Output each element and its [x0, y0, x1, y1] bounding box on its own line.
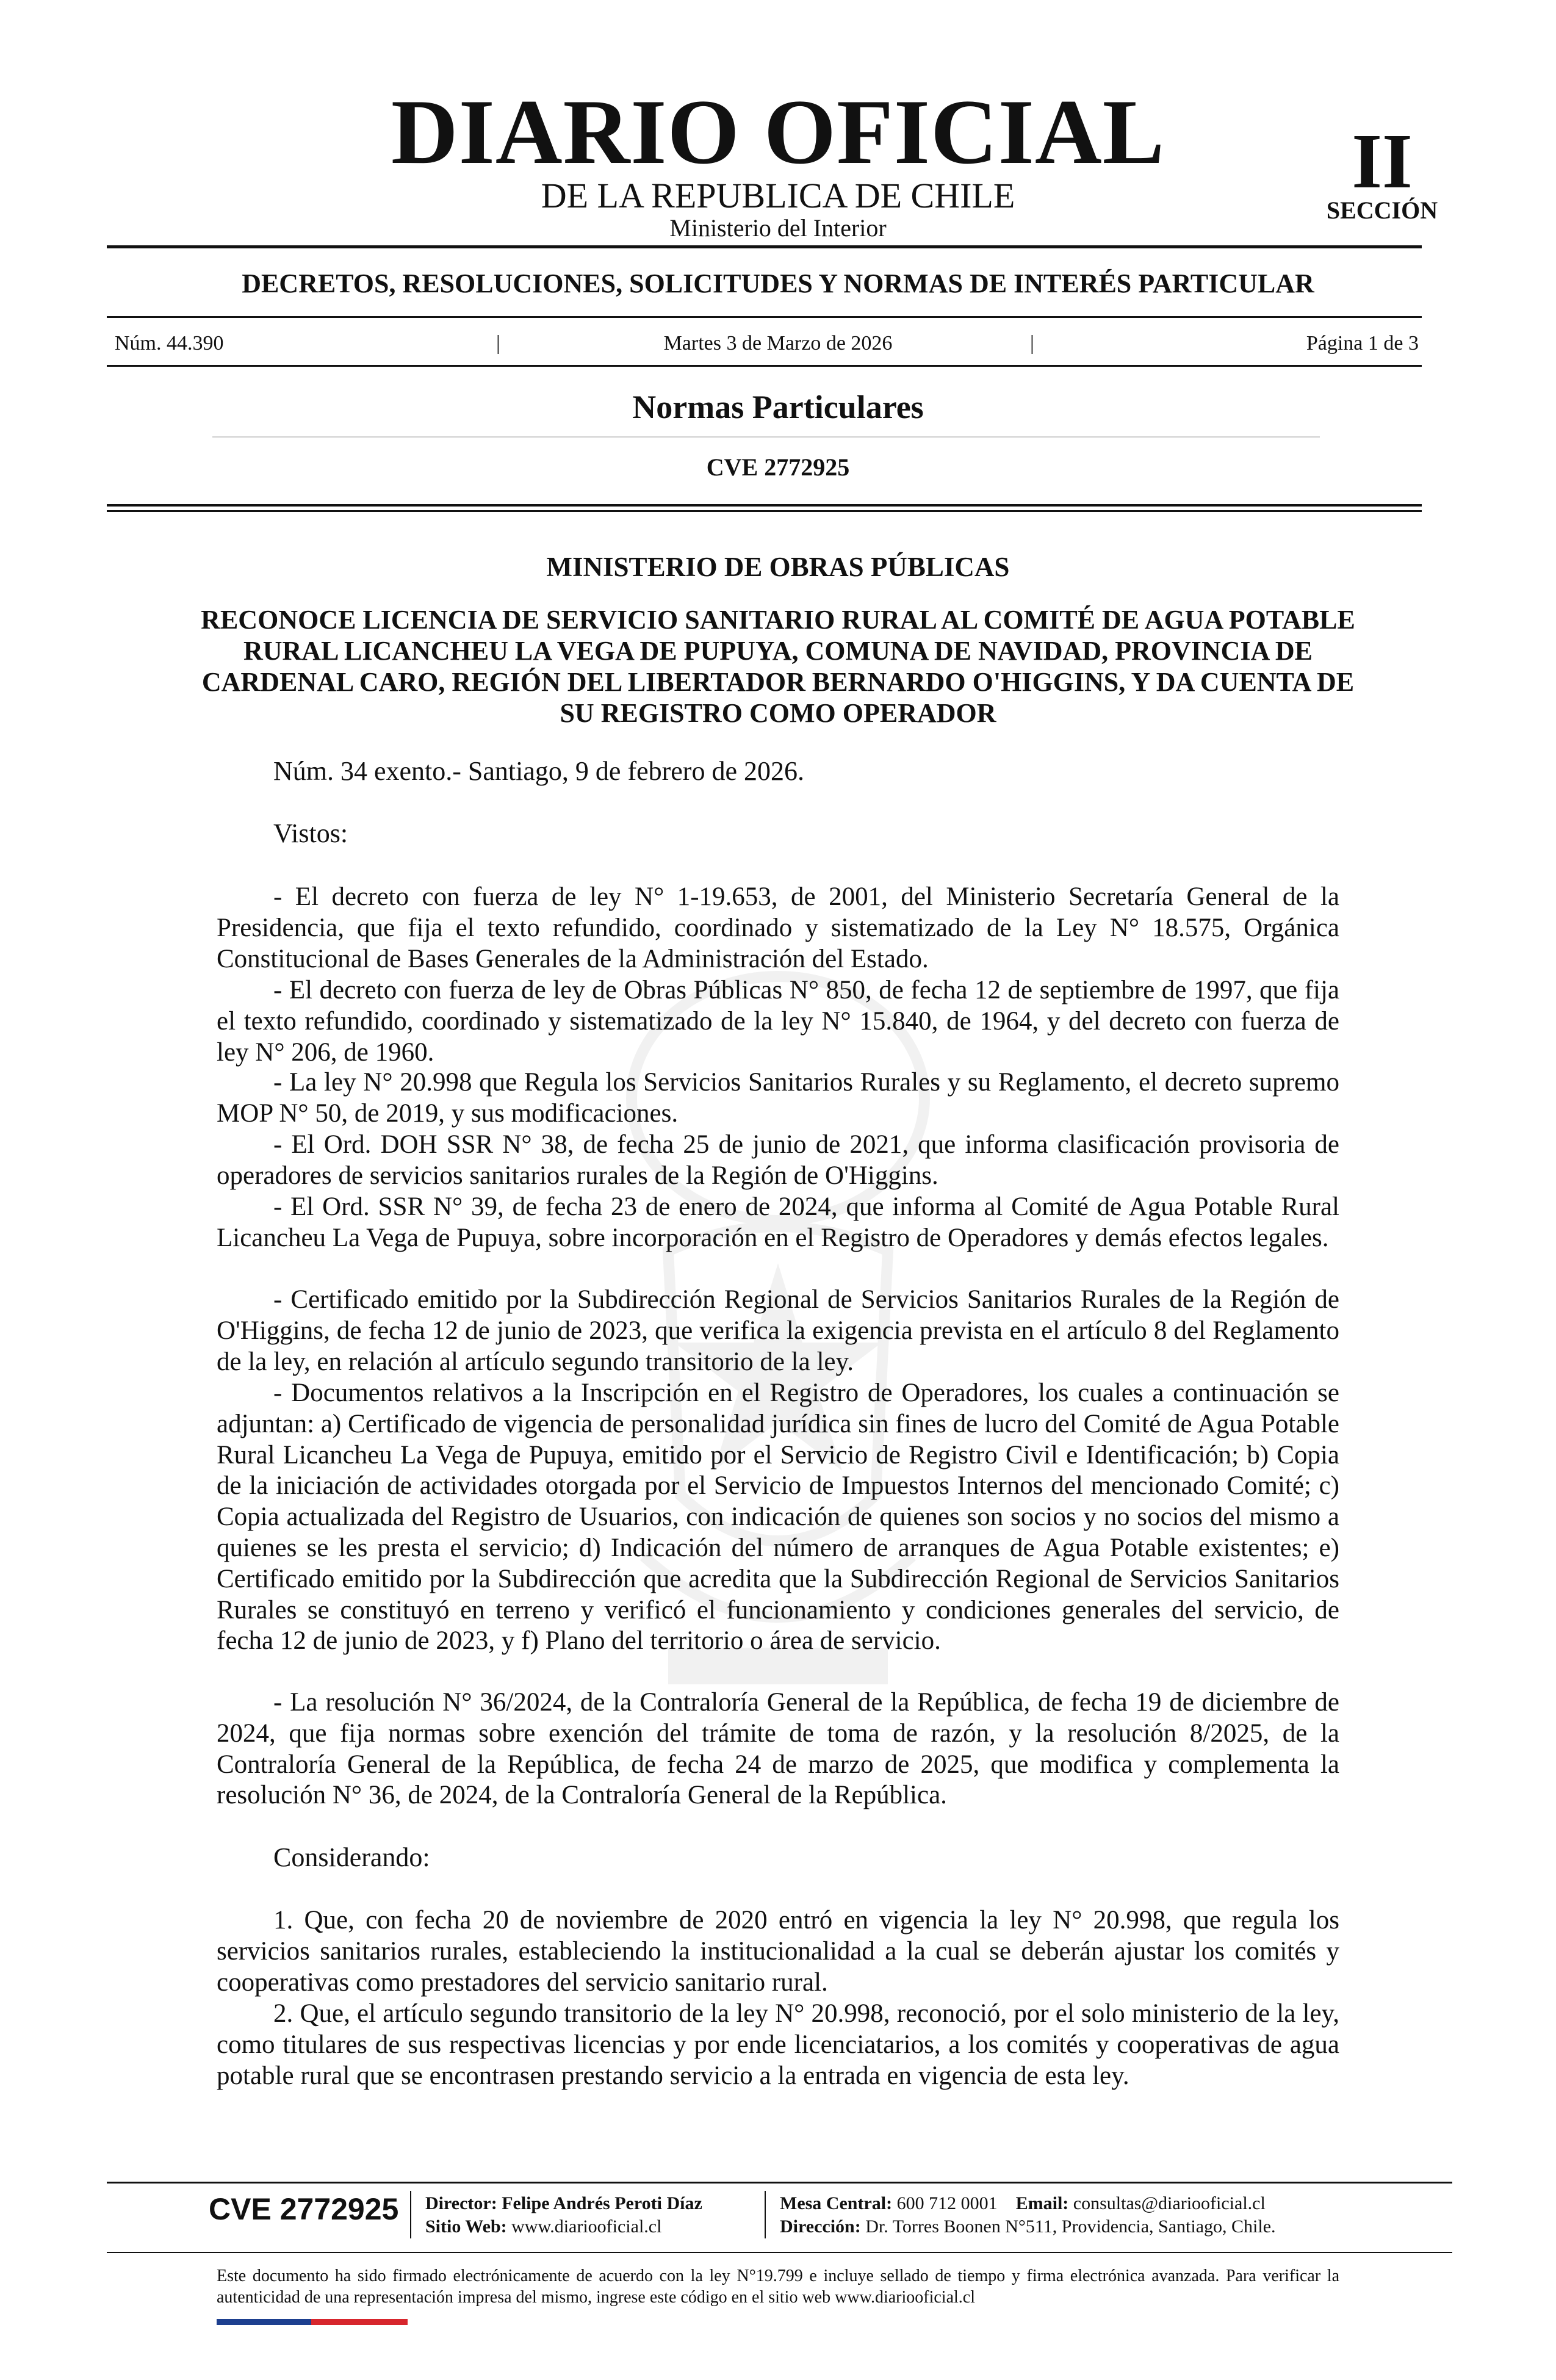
meta-separator: |	[496, 332, 500, 355]
page-indicator: Página 1 de 3	[1306, 332, 1419, 355]
vistos-item: - El decreto con fuerza de ley de Obras Públicas N° 850, de fecha 12 de septiembre de 1997, que fija el texto refundido, coordinado y sistematizado de la ley N° 15.840, de 1964, y del decreto con fuerza de ley N° 206, de 1960.	[217, 976, 1339, 1067]
footer-address: Dirección: Dr. Torres Boonen N°511, Providencia, Santiago, Chile.	[780, 2216, 1276, 2237]
vistos-item: - El Ord. SSR N° 39, de fecha 23 de enero de 2024, que informa al Comité de Agua Potable Rural Licancheu La Vega de Pupuya, sobre incorporación en el Registro de Operadores y demás efectos legales.	[217, 1192, 1339, 1252]
footer-director: Director: Felipe Andrés Peroti Díaz	[425, 2193, 702, 2213]
section-divider	[212, 436, 1320, 438]
considerando-heading: Considerando:	[273, 1842, 430, 1872]
vistos-item: - La ley N° 20.998 que Regula los Servicios Sanitarios Rurales y su Reglamento, el decreto supremo MOP N° 50, de 2019, y sus modificaciones.	[217, 1068, 1339, 1128]
flag-stripe-blue	[217, 2319, 311, 2325]
vistos-item: - El decreto con fuerza de ley N° 1-19.653, de 2001, del Ministerio Secretaría General de la Presidencia, que fija el texto refundido, coordinado y sistematizado de la Ley N° 18.575, Orgánica Constitucional de Bases Generales de la Administración del Estado.	[217, 882, 1339, 973]
flag-stripe-red	[311, 2319, 408, 2325]
meta-rule	[107, 365, 1422, 367]
masthead-title: DIARIO OFICIAL	[391, 81, 1165, 183]
vistos-item: - La resolución N° 36/2024, de la Contraloría General de la República, de fecha 19 de diciembre de 2024, que fija normas sobre exención del trámite de toma de razón, y la resolución 8/2025, de la Contraloría General de la República, de fecha 24 de marzo de 2025, que modifica y complementa la resolución N° 36, de 2024, de la Contraloría General de la República.	[217, 1688, 1339, 1810]
vistos-item: - Documentos relativos a la Inscripción en el Registro de Operadores, los cuales a continuación se adjuntan: a) Certificado de vigencia de personalidad jurídica sin fines de lucro del Comité de Agua Potable Rural Licancheu La Vega de Pupuya, emitido por el Servicio de Registro Civil e Identificación; b) Copia de la iniciación de actividades otorgada por el Servicio de Impuestos Internos del mencionado Comité; c) Copia actualizada del Registro de Usuarios, con indicación de quienes son socios y no socios del mismo a quienes se les presta el servicio; d) Indicación del número de arranques de Agua Potable existentes; e) Certificado emitido por la Subdirección que acredita que la Subdirección Regional de Servicios Sanitarios Rurales se constituyó en terreno y verificó el funcionamiento y condiciones generales del servicio, de fecha 12 de junio de 2023, y f) Plano del territorio o área de servicio.	[217, 1379, 1339, 1656]
footer-website: Sitio Web: www.diariooficial.cl	[425, 2216, 662, 2237]
vistos-item: - Certificado emitido por la Subdirección Regional de Servicios Sanitarios Rurales de la Región de O'Higgins, de fecha 12 de junio de 2023, que verifica la exigencia prevista en el artículo 8 del Reglamento de la ley, en relación al artículo segundo transitorio de la ley.	[217, 1285, 1339, 1376]
issue-date: Martes 3 de Marzo de 2026	[663, 332, 893, 355]
masthead-rule	[107, 245, 1422, 248]
vistos-item: - El Ord. DOH SSR N° 38, de fecha 25 de junio de 2021, que informa clasificación provisoria de operadores de servicios sanitarios rurales de la Región de O'Higgins.	[217, 1130, 1339, 1190]
vistos-heading: Vistos:	[273, 818, 348, 848]
meta-separator: |	[1030, 332, 1034, 355]
considerando-item: 1. Que, con fecha 20 de noviembre de 2020 entró en vigencia la ley N° 20.998, que regula los servicios sanitarios rurales, estableciendo la institucionalidad a la cual se deberán ajustar los comités y cooperativas como prestadores del servicio sanitario rural.	[217, 1906, 1339, 1997]
section-title: Normas Particulares	[632, 389, 924, 425]
issue-number: Núm. 44.390	[115, 332, 224, 355]
masthead-ministry: Ministerio del Interior	[669, 214, 887, 242]
section-banner: DECRETOS, RESOLUCIONES, SOLICITUDES Y NORMAS DE INTERÉS PARTICULAR	[242, 269, 1314, 298]
footer-email-link[interactable]: consultas@diariooficial.cl	[1073, 2193, 1266, 2213]
footer-website-link[interactable]: www.diariooficial.cl	[511, 2216, 662, 2237]
header-double-rule-top	[107, 504, 1422, 507]
banner-rule	[107, 316, 1422, 318]
footer-rule	[107, 2252, 1452, 2253]
header-double-rule-bottom	[107, 510, 1422, 512]
footer-divider	[765, 2191, 766, 2238]
footer-contact: Mesa Central: 600 712 0001 Email: consultas@diariooficial.cl	[780, 2193, 1266, 2213]
footer-rule	[107, 2182, 1452, 2183]
section-label: SECCIÓN	[1326, 197, 1438, 224]
document-title: RECONOCE LICENCIA DE SERVICIO SANITARIO RURAL AL COMITÉ DE AGUA POTABLE RURAL LICANCHEU LA VEGA DE PUPUYA, COMUNA DE NAVIDAD, PROVINCIA DE CARDENAL CARO, REGIÓN DEL LIBERTADOR BERNARDO O'HIGGINS, Y DA CUENTA DE SU REGISTRO COMO OPERADOR	[201, 605, 1355, 728]
cve-code: CVE 2772925	[706, 453, 850, 481]
section-number: II	[1352, 118, 1413, 204]
ministry-heading: MINISTERIO DE OBRAS PÚBLICAS	[546, 552, 1010, 582]
footer-cve: CVE 2772925	[209, 2192, 399, 2226]
footer-legal-note: Este documento ha sido firmado electrónicamente de acuerdo con la ley N°19.799 e incluye sellado de tiempo y firma electrónica avanzada. Para verificar la autenticidad de una representación impresa del mismo, ingrese este código en el sitio web www.diariooficial.cl	[217, 2266, 1339, 2307]
decree-number: Núm. 34 exento.- Santiago, 9 de febrero de 2026.	[273, 756, 804, 786]
masthead-subtitle: DE LA REPUBLICA DE CHILE	[541, 176, 1015, 215]
footer-divider	[410, 2191, 411, 2238]
considerando-item: 2. Que, el artículo segundo transitorio de la ley N° 20.998, reconoció, por el solo ministerio de la ley, como titulares de sus respectivas licencias y por ende licenciatarios, a los comités y cooperativas de agua potable rural que se encontrasen prestando servicio a la entrada en vigencia de esta ley.	[217, 1999, 1339, 2090]
